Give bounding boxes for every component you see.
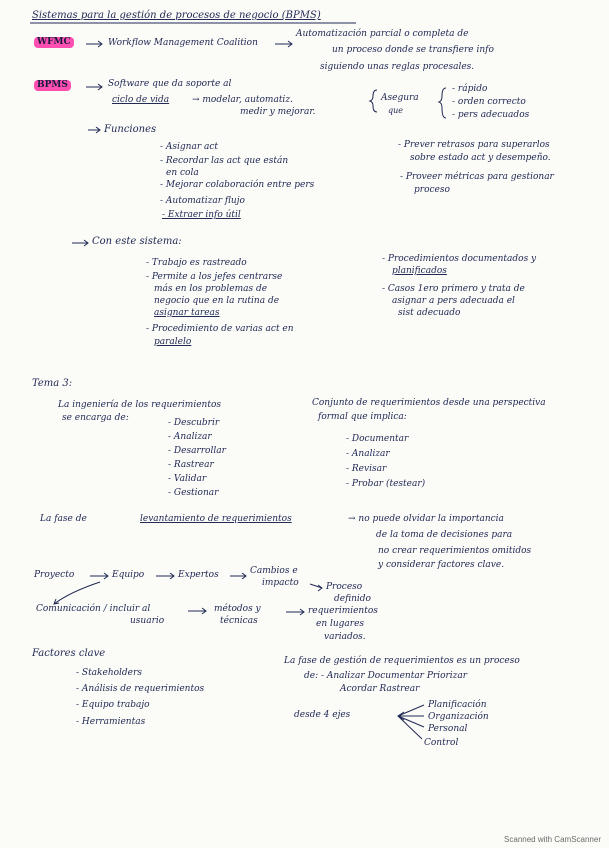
bpms-asegura: Asegura: [381, 93, 419, 103]
funciones-right-4: proceso: [414, 185, 450, 195]
flow-reqs-2: en lugares: [316, 619, 365, 629]
ejes-text: desde 4 ejes: [294, 710, 351, 720]
funciones-right-1: - Prever retrasos para superarlos: [398, 140, 550, 150]
fase-d: de la toma de decisiones para: [376, 530, 513, 540]
con-right-3: - Casos 1ero primero y trata de: [382, 284, 525, 294]
flow-usuario: usuario: [130, 616, 165, 626]
flow-reqs-1: requerimientos: [308, 606, 378, 616]
flow-tecnicas: técnicas: [220, 616, 258, 626]
flow-definido: definido: [334, 594, 371, 604]
factores-heading: Factores clave: [32, 648, 106, 659]
flow-proyecto: Proyecto: [34, 570, 75, 580]
funciones-left-5: - Automatizar flujo: [160, 196, 245, 206]
flow-impacto: impacto: [262, 578, 299, 588]
ing-line-1: La ingeniería de los requerimientos: [58, 400, 221, 410]
eje-2: Organización: [428, 712, 489, 722]
bpms-highlight: BPMS: [34, 80, 71, 91]
flow-cambios: Cambios e: [250, 566, 298, 576]
bpms-que: que: [388, 106, 404, 115]
eje-3: Personal: [428, 724, 468, 734]
bpms-item-1: - rápido: [452, 84, 488, 94]
fase-b: levantamiento de requerimientos: [140, 514, 292, 524]
factores-item-4: - Herramientas: [76, 717, 146, 727]
con-heading: Con este sistema:: [92, 236, 182, 247]
bpms-text-1: Software que da soporte al: [108, 79, 232, 89]
con-left-1: - Trabajo es rastreado: [146, 258, 247, 268]
con-right-2: planificados: [392, 266, 447, 276]
con-left-3: más en los problemas de: [154, 284, 268, 294]
gestion-line-3: Acordar Rastrear: [340, 684, 420, 694]
fase-f: y considerar factores clave.: [378, 560, 505, 570]
conj-line-2: formal que implica:: [318, 412, 407, 422]
wfmc-def-3: siguiendo unas reglas procesales.: [320, 62, 475, 72]
fase-a: La fase de: [40, 514, 87, 524]
con-right-4: asignar a pers adecuada el: [392, 296, 515, 306]
funciones-right-2: sobre estado act y desempeño.: [410, 153, 551, 163]
flow-reqs-3: variados.: [324, 632, 366, 642]
bpms-item-3: - pers adecuados: [452, 110, 530, 120]
con-left-2: - Permite a los jefes centrarse: [146, 272, 283, 282]
con-left-5: asignar tareas: [154, 308, 220, 318]
scanner-watermark: Scanned with CamScanner: [504, 835, 601, 844]
ing-item-4: - Rastrear: [168, 460, 214, 470]
funciones-heading: Funciones: [104, 124, 157, 135]
con-left-7: paralelo: [154, 337, 192, 347]
funciones-left-2: - Recordar las act que están: [160, 156, 289, 166]
flow-equipo: Equipo: [112, 570, 145, 580]
flow-expertos: Expertos: [178, 570, 219, 580]
ing-item-5: - Validar: [168, 474, 207, 484]
ing-item-3: - Desarrollar: [168, 446, 226, 456]
con-left-4: negocio que en la rutina de: [154, 296, 280, 306]
flow-proceso: Proceso: [326, 582, 363, 592]
wfmc-def-1: Automatización parcial o completa de: [296, 29, 469, 39]
page-title: Sistemas para la gestión de procesos de negocio (BPMS): [32, 10, 321, 21]
ing-item-1: - Descubrir: [168, 418, 220, 428]
funciones-left-4: - Mejorar colaboración entre pers: [160, 180, 315, 190]
con-right-1: - Procedimientos documentados y: [382, 254, 537, 264]
con-left-6: - Procedimiento de varias act en: [146, 324, 294, 334]
factores-item-1: - Stakeholders: [76, 668, 142, 678]
bpms-text-4: medir y mejorar.: [240, 107, 316, 117]
funciones-left-1: - Asignar act: [160, 142, 219, 152]
funciones-left-6: - Extraer info útil: [162, 210, 241, 220]
gestion-line-2: de: - Analizar Documentar Priorizar: [304, 671, 468, 681]
flow-metodos: métodos y: [214, 604, 261, 614]
bpms-item-2: - orden correcto: [452, 97, 526, 107]
funciones-right-3: - Proveer métricas para gestionar: [400, 172, 554, 182]
con-right-5: sist adecuado: [398, 308, 461, 318]
conj-item-2: - Analizar: [346, 449, 390, 459]
conj-line-1: Conjunto de requerimientos desde una perspectiva: [312, 398, 546, 408]
fase-e: no crear requerimientos omitidos: [378, 546, 532, 556]
eje-4: Control: [424, 738, 459, 748]
funciones-left-3: en cola: [166, 168, 199, 178]
conj-item-1: - Documentar: [346, 434, 409, 444]
conj-item-3: - Revisar: [346, 464, 387, 474]
wfmc-text: Workflow Management Coalition: [108, 38, 258, 48]
ing-item-2: - Analizar: [168, 432, 212, 442]
eje-1: Planificación: [428, 700, 487, 710]
flow-comunicacion: Comunicación / incluir al: [36, 604, 151, 614]
gestion-line-1: La fase de gestión de requerimientos es un proceso: [284, 656, 520, 666]
bpms-text-2: ciclo de vida: [112, 95, 170, 105]
factores-item-3: - Equipo trabajo: [76, 700, 150, 710]
wfmc-highlight: WFMC: [34, 37, 74, 48]
conj-item-4: - Probar (testear): [346, 479, 426, 489]
tema3-heading: Tema 3:: [32, 378, 73, 389]
ing-item-6: - Gestionar: [168, 488, 219, 498]
wfmc-def-2: un proceso donde se transfiere info: [332, 45, 494, 55]
ing-line-2: se encarga de:: [62, 413, 129, 423]
factores-item-2: - Análisis de requerimientos: [76, 684, 205, 694]
bpms-text-3: → modelar, automatiz.: [192, 95, 293, 105]
fase-c: → no puede olvidar la importancia: [348, 514, 504, 524]
